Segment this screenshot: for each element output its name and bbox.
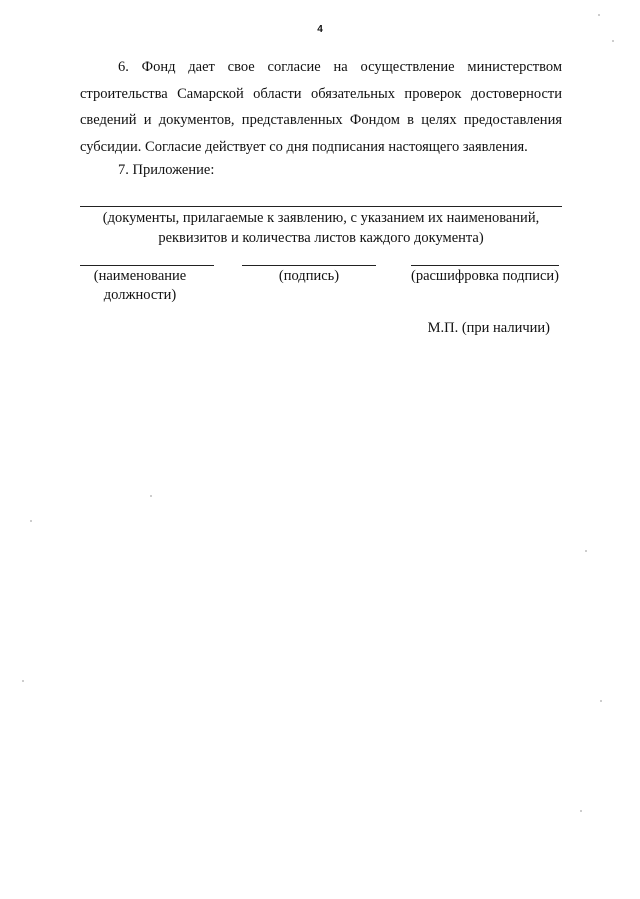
position-blank-line	[80, 265, 214, 266]
position-caption: (наименование должности)	[93, 268, 187, 303]
scan-speck	[150, 495, 152, 497]
scan-speck	[612, 40, 614, 42]
scan-speck	[22, 680, 24, 682]
attachments-blank-line	[80, 206, 562, 207]
scan-speck	[600, 700, 602, 702]
page-number: 4	[317, 24, 323, 35]
paragraph-consent: 6. Фонд дает свое согласие на осуществление министерством строительства Самарской области обязательных проверок достоверности сведений и документов, представленных Фондом в целях предоставления субсидии. Согласие действует со дня подписания настоящего заявления.	[80, 59, 562, 155]
scan-speck	[598, 14, 600, 16]
signature-decoding-blank-line	[411, 265, 559, 266]
scan-speck	[585, 550, 587, 552]
scan-speck	[580, 810, 582, 812]
signature-caption: (подпись)	[278, 268, 340, 284]
paragraph-attachment-heading: 7. Приложение:	[118, 162, 215, 178]
stamp-note: М.П. (при наличии)	[427, 320, 550, 336]
signature-decoding-caption: (расшифровка подписи)	[410, 268, 560, 284]
scan-speck	[30, 520, 32, 522]
attachments-caption: (документы, прилагаемые к заявлению, с указанием их наименований, реквизитов и количества листов каждого документа)	[102, 210, 540, 246]
signature-blank-line	[242, 265, 376, 266]
